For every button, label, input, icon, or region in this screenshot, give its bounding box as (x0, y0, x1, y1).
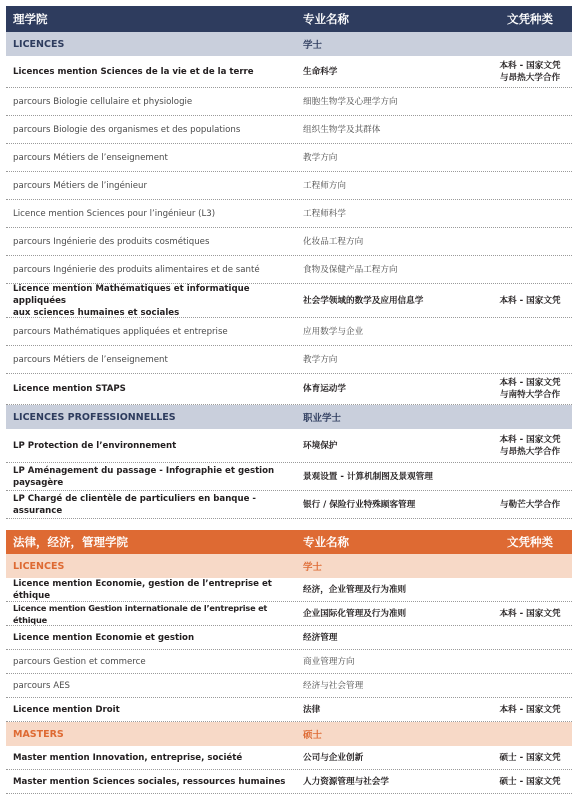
table-row (6, 172, 572, 200)
programme-fr: parcours Métiers de l’enseignement (13, 354, 168, 365)
pro-licences-subheader (6, 405, 572, 429)
programme-cn: 食物及保健产品工程方向 (303, 264, 398, 275)
programme-fr: Licence mention Droit (13, 704, 120, 715)
programme-fr: Licence mention STAPS (13, 384, 126, 394)
programme-cn: 景观设置 - 计算机制图及景观管理 (303, 471, 433, 482)
programme-cn: 体育运动学 (303, 384, 346, 394)
diploma-type: 本科 - 国家文凭 与昂热大学合作 (499, 60, 561, 83)
programme-cn: 公司与企业创新 (303, 752, 364, 763)
table-row (6, 602, 572, 626)
table-row (6, 674, 572, 698)
programme-cn: 化妆品工程方向 (303, 236, 364, 247)
table-header (6, 530, 572, 554)
programme-cn: 教学方向 (303, 152, 338, 163)
major-column-header: 专业名称 (303, 535, 349, 549)
programme-cn: 社会学领域的数学及应用信息学 (303, 295, 424, 306)
licences-subheader (6, 32, 572, 56)
table-row (6, 228, 572, 256)
masters-subheader (6, 722, 572, 746)
programme-fr: parcours AES (13, 680, 71, 691)
table-row (6, 770, 572, 794)
table-row (6, 56, 572, 88)
programme-fr: Licence mention Economie, gestion de l’entreprise et éthique (13, 578, 272, 601)
subheader-label: LICENCES (13, 560, 65, 572)
licences-subheader (6, 554, 572, 578)
programme-cn: 细胞生物学及心理学方向 (303, 96, 398, 107)
subheader-label: MASTERS (13, 728, 64, 740)
programme-cn: 商业管理方向 (303, 656, 355, 667)
diploma-column-header: 文凭种类 (507, 12, 553, 26)
subheader-cn: 职业学士 (303, 413, 342, 424)
diploma-type: 与勒芒大学合作 (499, 499, 561, 510)
major-column-header: 专业名称 (303, 12, 349, 26)
programme-fr: Licence mention Mathématiques et informatique appliquées aux sciences humaines et sociales (13, 283, 250, 318)
programme-fr: parcours Biologie des organismes et des populations (13, 124, 241, 135)
subheader-cn: 学士 (303, 40, 323, 51)
programme-cn: 企业国际化管理及行为准则 (303, 608, 407, 619)
programme-fr: LP Chargé de clientèle de particuliers en banque - assurance (13, 493, 256, 516)
table-row (6, 626, 572, 650)
table-row (6, 463, 572, 491)
programme-fr: Master mention Innovation, entreprise, société (13, 752, 243, 763)
programme-cn: 经济，企业管理及行为准则 (303, 584, 407, 595)
subheader-label: LICENCES (13, 38, 65, 50)
table-row (6, 88, 572, 116)
table-row (6, 650, 572, 674)
programme-cn: 人力资源管理与社会学 (303, 776, 389, 787)
subheader-cn: 硕士 (303, 730, 323, 741)
programme-cn: 组织生物学及其群体 (303, 124, 381, 135)
programme-fr: parcours Gestion et commerce (13, 656, 146, 667)
programme-fr: LP Protection de l’environnement (13, 440, 177, 451)
subheader-label: LICENCES PROFESSIONNELLES (13, 411, 176, 423)
table-header (6, 6, 572, 32)
table-row (6, 144, 572, 172)
table-row (6, 116, 572, 144)
table-row (6, 491, 572, 519)
programme-fr: parcours Métiers de l’enseignement (13, 152, 168, 163)
table-row (6, 429, 572, 463)
programme-fr: parcours Ingénierie des produits cosmétiques (13, 236, 210, 247)
subheader-cn: 学士 (303, 562, 323, 573)
diploma-type: 本科 - 国家文凭 (499, 608, 561, 619)
programme-fr: Licence mention Gestion internationale de l’entreprise et éthique (13, 602, 268, 625)
faculty-name: 法律，经济，管理学院 (13, 535, 128, 549)
programme-cn: 应用数学与企业 (303, 326, 364, 337)
programme-fr: parcours Métiers de l’ingénieur (13, 180, 147, 191)
diploma-type: 本科 - 国家文凭 与昂热大学合作 (499, 434, 561, 457)
law-economics-faculty-table (6, 530, 572, 794)
programme-cn: 环境保护 (303, 440, 338, 451)
programme-cn: 经济管理 (303, 632, 338, 643)
programme-fr: parcours Ingénierie des produits alimentaires et de santé (13, 264, 260, 275)
table-row (6, 698, 572, 722)
table-row (6, 284, 572, 318)
table-row (6, 346, 572, 374)
diploma-type: 本科 - 国家文凭 与南特大学合作 (499, 378, 561, 400)
programme-fr: Licence mention Economie et gestion (13, 632, 195, 643)
programme-cn: 银行 / 保险行业特殊顾客管理 (303, 499, 416, 510)
diploma-type: 本科 - 国家文凭 (499, 295, 561, 306)
table-row (6, 578, 572, 602)
table-row (6, 318, 572, 346)
science-faculty-table (6, 6, 572, 519)
programme-fr: parcours Biologie cellulaire et physiologie (13, 96, 193, 107)
table-row (6, 374, 572, 405)
programme-fr: Master mention Sciences sociales, ressources humaines (13, 776, 286, 787)
programme-cn: 法律 (303, 704, 321, 715)
programme-fr: parcours Mathématiques appliquées et entreprise (13, 326, 228, 337)
table-row (6, 746, 572, 770)
programme-cn: 教学方向 (303, 354, 338, 365)
diploma-type: 本科 - 国家文凭 (499, 704, 561, 715)
programme-fr: Licences mention Sciences de la vie et de la terre (13, 66, 254, 77)
diploma-column-header: 文凭种类 (507, 535, 553, 549)
programme-cn: 工程师方向 (303, 180, 346, 191)
programme-cn: 经济与社会管理 (303, 680, 364, 691)
programme-cn: 生命科学 (303, 66, 338, 77)
diploma-type: 硕士 - 国家文凭 (499, 776, 561, 787)
table-row (6, 256, 572, 284)
programme-fr: LP Aménagement du passage - Infographie et gestion paysagère (13, 465, 275, 488)
programme-cn: 工程师科学 (303, 208, 346, 219)
diploma-type: 硕士 - 国家文凭 (499, 752, 561, 763)
faculty-name: 理学院 (13, 12, 48, 26)
programme-fr: Licence mention Sciences pour l’ingénieur (L3) (13, 208, 216, 219)
table-row (6, 200, 572, 228)
